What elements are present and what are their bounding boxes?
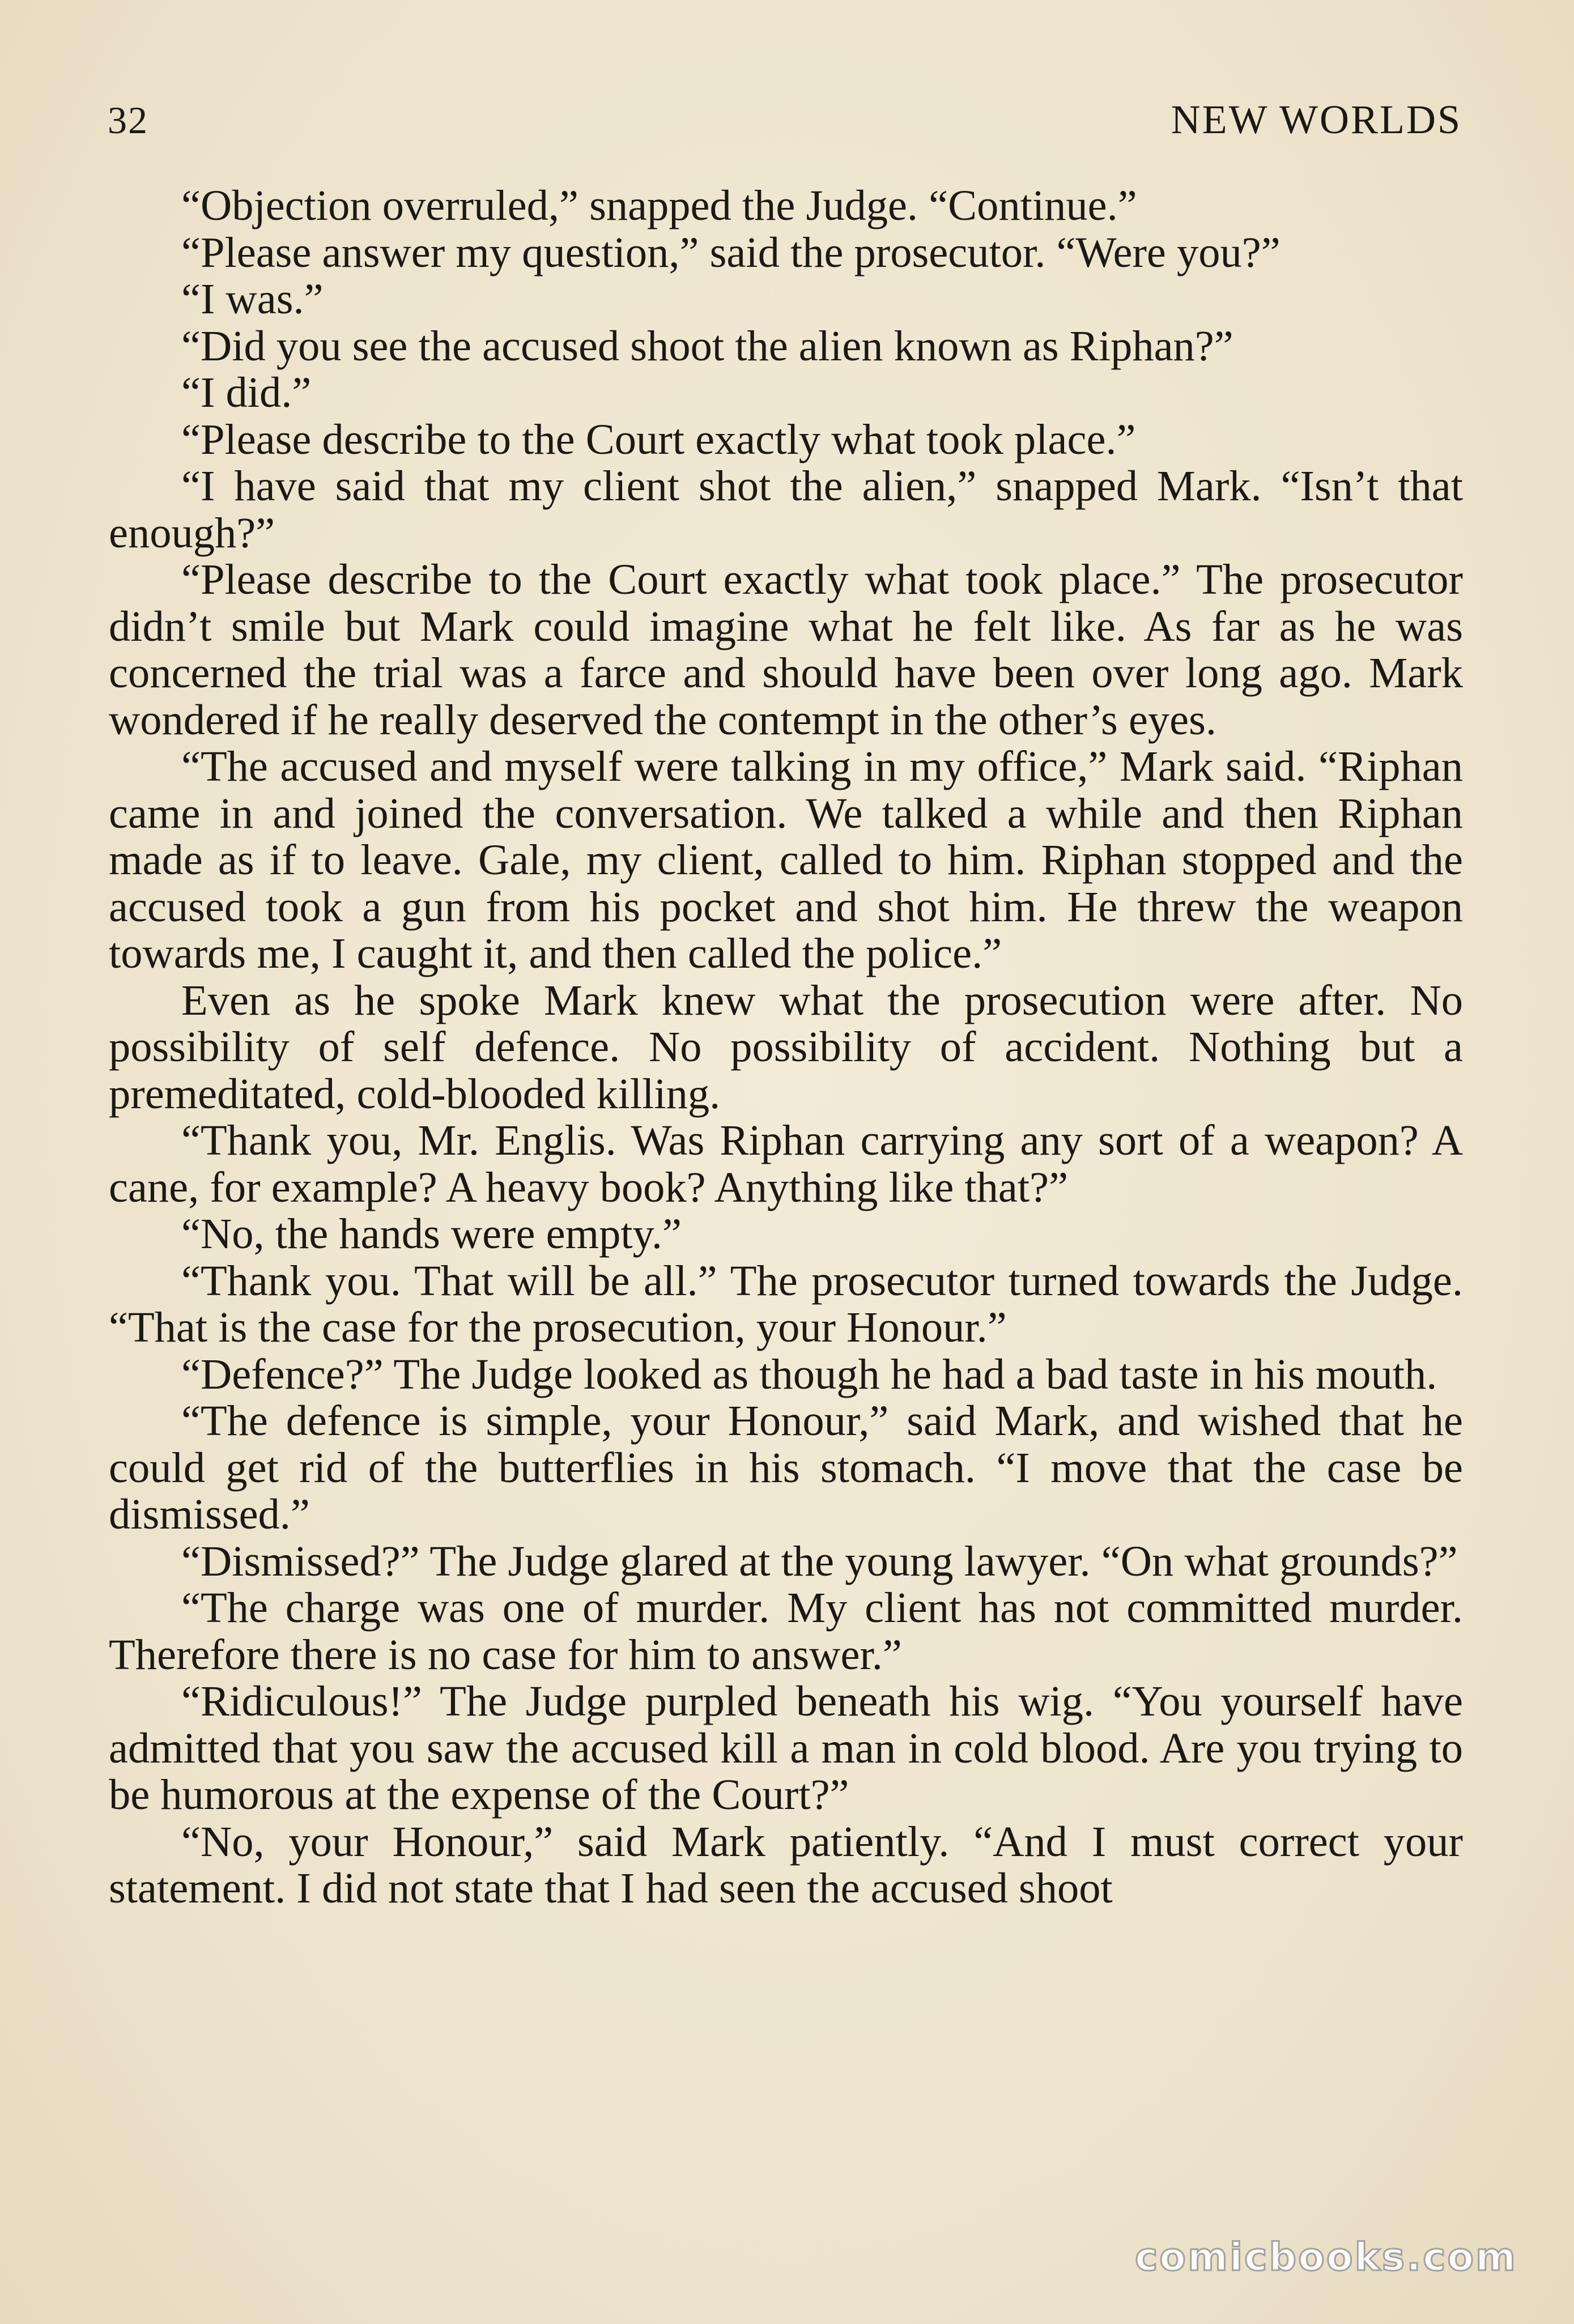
paragraph: “The defence is simple, your Honour,” said Mark, and wished that he could get rid of the butterflies in his stomach. “I move that the case be dismissed.”: [109, 1397, 1463, 1538]
paragraph: “I did.”: [181, 368, 312, 416]
paragraph: “Thank you. That will be all.” The prosecutor turned towards the Judge. “That is the case for the prosecution, your Honour.”: [109, 1256, 1463, 1351]
paragraph: “Thank you, Mr. Englis. Was Riphan carrying any sort of a weapon? A cane, for example? A heavy book? Anything like that?”: [109, 1116, 1463, 1211]
paragraph: “Defence?” The Judge looked as though he had a bad taste in his mouth.: [181, 1350, 1437, 1398]
paragraph: “Did you see the accused shoot the alien known as Riphan?”: [181, 321, 1233, 370]
paragraph: “No, the hands were empty.”: [181, 1210, 682, 1258]
page-header: [108, 96, 1462, 164]
paragraph: “I have said that my client shot the alien,” snapped Mark. “Isn’t that enough?”: [109, 462, 1463, 557]
paragraph: “No, your Honour,” said Mark patiently. “And I must correct your statement. I did not state that I had seen the accused shoot: [109, 1817, 1463, 1912]
paragraph: “The accused and myself were talking in my office,” Mark said. “Riphan came in and joined the conversation. We talked a while and then Riphan made as if to leave. Gale, my client, called to him. Riphan stopped and the accused took a gun from his pocket and shot him. He threw the weapon towards me, I caught it, and then called the police.”: [109, 742, 1463, 977]
paragraph: “Please describe to the Court exactly what took place.”: [181, 415, 1136, 463]
paragraph: “The charge was one of murder. My client has not committed murder. Therefore there is no case for him to answer.”: [109, 1584, 1463, 1679]
watermark: comicbooks.com: [1134, 2235, 1517, 2280]
paragraph: Even as he spoke Mark knew what the prosecution were after. No possibility of self defence. No possibility of accident. Nothing but a premeditated, cold-blooded killing.: [109, 976, 1463, 1118]
story-text: [109, 182, 1463, 1912]
paragraph: “Please describe to the Court exactly what took place.” The prosecutor didn’t smile but Mark could imagine what he felt like. As far as he was concerned the trial was a farce and should have been over long ago. Mark wondered if he really deserved the contempt in the other’s eyes.: [109, 555, 1463, 744]
running-head: NEW WORLDS: [1171, 97, 1462, 142]
paragraph: “I was.”: [181, 275, 324, 323]
page-number: 32: [108, 99, 148, 142]
paragraph: “Ridiculous!” The Judge purpled beneath his wig. “You yourself have admitted that you saw the accused kill a man in cold blood. Are you trying to be humorous at the expense of the Court?”: [109, 1677, 1463, 1819]
paragraph: “Please answer my question,” said the prosecutor. “Were you?”: [181, 228, 1281, 276]
paragraph: “Objection overruled,” snapped the Judge. “Continue.”: [181, 181, 1137, 229]
paragraph: “Dismissed?” The Judge glared at the young lawyer. “On what grounds?”: [181, 1536, 1458, 1585]
